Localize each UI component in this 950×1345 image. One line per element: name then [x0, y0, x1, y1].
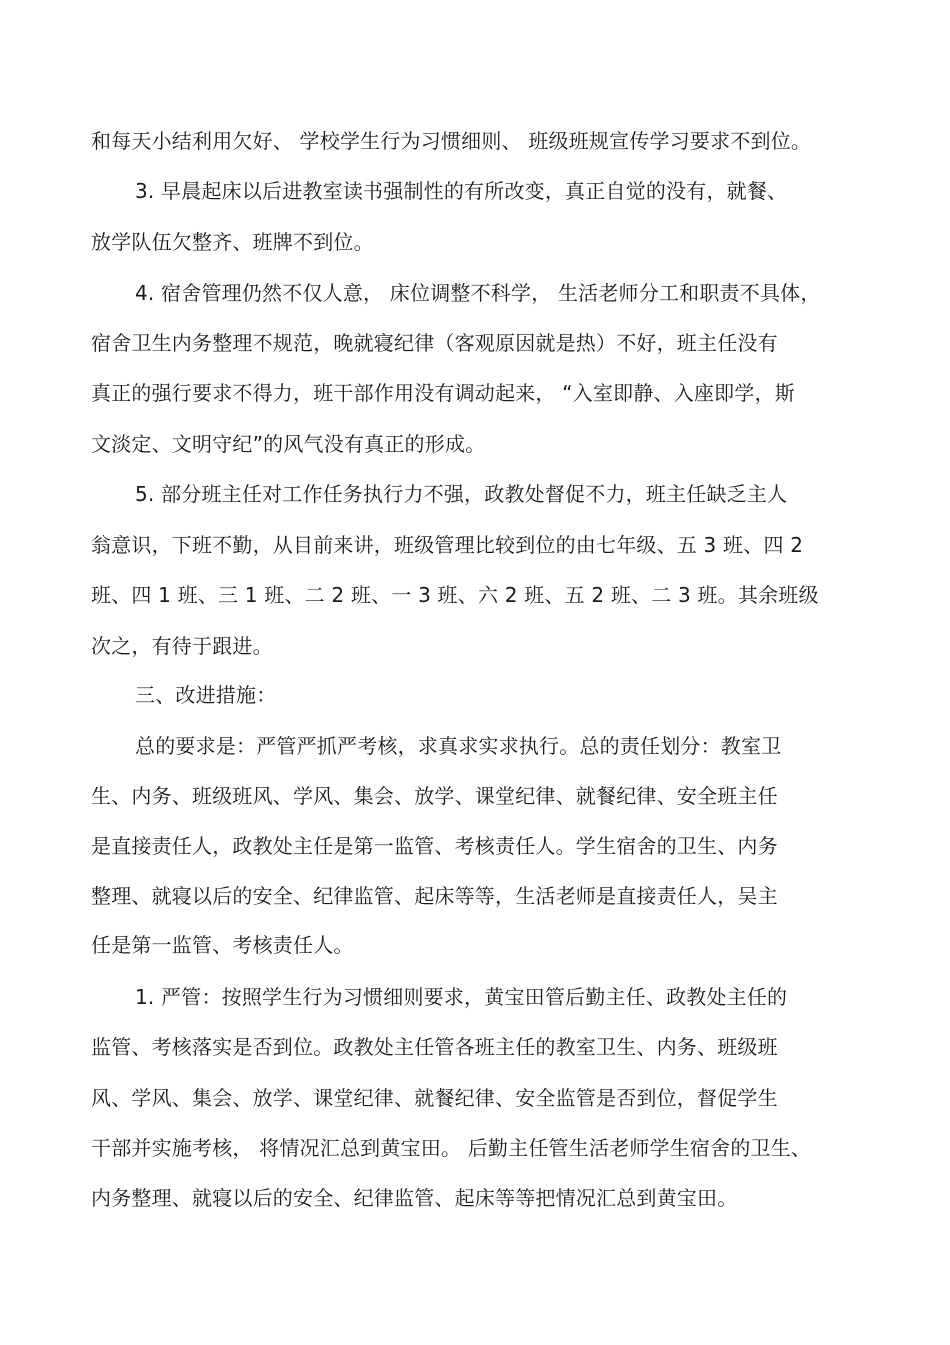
- text-line: 真正的强行要求不得力，班干部作用没有调动起来， “入室即静、入座即学，斯: [91, 381, 795, 405]
- text-line: 总的要求是：严管严抓严考核，求真求实求执行。总的责任划分：教室卫: [135, 734, 782, 758]
- text-line: 任是第一监管、考核责任人。: [91, 933, 354, 957]
- text-line: 翁意识，下班不勤，从目前来讲，班级管理比较到位的由七年级、五 3 班、四 2: [91, 533, 804, 557]
- text-line: 生、内务、班级班风、学风、集会、放学、课堂纪律、就餐纪律、安全班主任: [91, 784, 778, 808]
- text-line: 3. 早晨起床以后进教室读书强制性的有所改变，真正自觉的没有，就餐、: [135, 179, 788, 203]
- text-line: 是直接责任人，政教处主任是第一监管、考核责任人。学生宿舍的卫生、内务: [91, 834, 778, 858]
- text-line: 风、学风、集会、放学、课堂纪律、就餐纪律、安全监管是否到位，督促学生: [91, 1086, 778, 1110]
- text-line: 次之，有待于跟进。: [91, 634, 273, 658]
- text-line: 放学队伍欠整齐、班牌不到位。: [91, 230, 374, 254]
- text-line: 干部并实施考核， 将情况汇总到黄宝田。 后勤主任管生活老师学生宿舍的卫生、: [91, 1136, 812, 1160]
- text-line: 宿舍卫生内务整理不规范，晚就寝纪律（客观原因就是热）不好，班主任没有: [91, 331, 778, 355]
- text-line: 监管、考核落实是否到位。政教处主任管各班主任的教室卫生、内务、班级班: [91, 1035, 778, 1059]
- text-line: 1. 严管：按照学生行为习惯细则要求，黄宝田管后勤主任、政教处主任的: [135, 985, 788, 1009]
- text-line: 4. 宿舍管理仍然不仅人意， 床位调整不科学， 生活老师分工和职责不具体，: [135, 281, 821, 305]
- text-line: 内务整理、就寝以后的安全、纪律监管、起床等等把情况汇总到黄宝田。: [91, 1186, 738, 1210]
- text-line: 文淡定、文明守纪”的风气没有真正的形成。: [91, 432, 486, 456]
- text-line: 整理、就寝以后的安全、纪律监管、起床等等，生活老师是直接责任人，吴主: [91, 884, 778, 908]
- text-line: 班、四 1 班、三 1 班、二 2 班、一 3 班、六 2 班、五 2 班、二 3 班。其余班级: [91, 583, 819, 607]
- section-heading: 三、改进措施：: [135, 683, 277, 707]
- text-line: 和每天小结利用欠好、 学校学生行为习惯细则、 班级班规宣传学习要求不到位。: [91, 129, 812, 153]
- text-line: 5. 部分班主任对工作任务执行力不强，政教处督促不力，班主任缺乏主人: [135, 482, 788, 506]
